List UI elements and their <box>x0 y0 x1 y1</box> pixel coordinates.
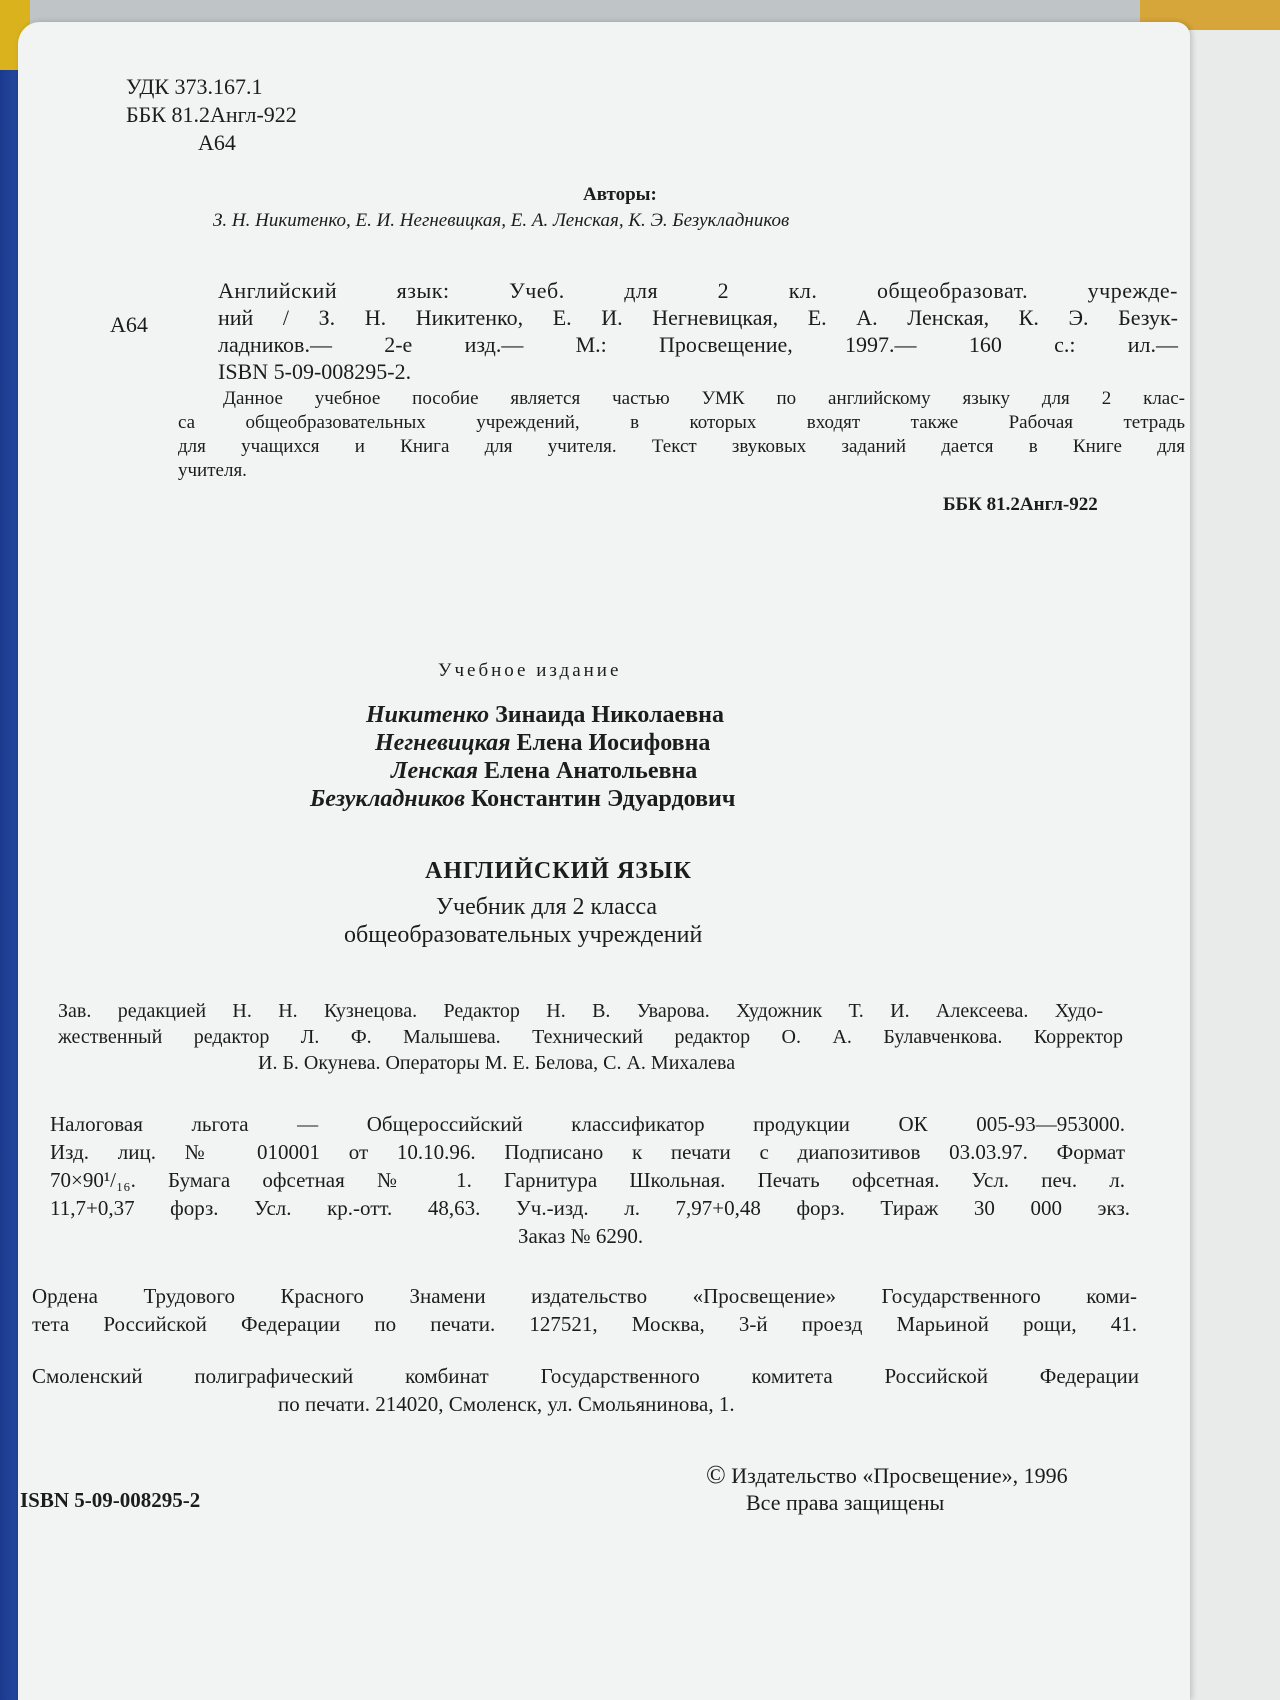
author-given-names: Зинаида Николаевна <box>495 702 724 728</box>
catalog-side-code: А64 <box>110 312 148 337</box>
author-fullname-3 <box>391 758 697 785</box>
publisher-line-2: тета Российской Федерации по печати. 127521, Москва, 3-й проезд Марьиной рощи, 41. <box>32 1312 1137 1336</box>
print-data-line-2: Изд. лиц. № 010001 от 10.10.96. Подписано к печати с диапозитивов 03.03.97. Формат <box>50 1140 1125 1164</box>
annotation-line-2: са общеобразовательных учреждений, в которых входят также Рабочая тетрадь <box>178 412 1185 433</box>
authors-heading: Авторы: <box>583 184 657 205</box>
author-fullname-4 <box>310 786 735 813</box>
author-given-names: Константин Эдуардович <box>470 786 736 812</box>
author-fullname-1 <box>366 702 724 729</box>
copyright-text: Издательство «Просвещение», 1996 <box>731 1463 1068 1488</box>
catalog-line-1: Английский язык: Учеб. для 2 кл. общеобразоват. учрежде- <box>218 278 1178 303</box>
printer-line-2: по печати. 214020, Смоленск, ул. Смольянинова, 1. <box>278 1392 735 1416</box>
adjacent-page <box>1185 30 1280 1700</box>
author-surname: Никитенко <box>366 702 490 728</box>
bbk-code: ББК 81.2Англ-922 <box>126 102 297 127</box>
author-surname: Ленская <box>391 758 479 784</box>
authors-list: З. Н. Никитенко, Е. И. Негневицкая, Е. А. Ленская, К. Э. Безукладников <box>213 210 790 231</box>
imprint-page <box>18 22 1190 1700</box>
print-data-line-3: 70×90¹/₁₆. Бумага офсетная № 1. Гарнитура Школьная. Печать офсетная. Усл. печ. л. <box>50 1168 1125 1192</box>
print-data-line-4: 11,7+0,37 форз. Усл. кр.-отт. 48,63. Уч.-изд. л. 7,97+0,48 форз. Тираж 30 000 экз. <box>50 1196 1130 1220</box>
annotation-line-3: для учащихся и Книга для учителя. Текст звуковых заданий дается в Книге для <box>178 436 1185 457</box>
annotation-line-4: учителя. <box>178 460 247 481</box>
copyright-icon: © <box>706 1460 726 1489</box>
catalog-line-2: ний / З. Н. Никитенко, Е. И. Негневицкая, Е. А. Ленская, К. Э. Безук- <box>218 305 1178 330</box>
print-data-line-5: Заказ № 6290. <box>518 1224 644 1248</box>
edition-type: Учебное издание <box>438 660 622 681</box>
printer-line-1: Смоленский полиграфический комбинат Государственного комитета Российской Федерации <box>32 1364 1139 1388</box>
staff-line-3: И. Б. Окунева. Операторы М. Е. Белова, С. А. Михалева <box>258 1052 736 1074</box>
author-given-names: Елена Иосифовна <box>516 730 711 756</box>
book-title: АНГЛИЙСКИЙ ЯЗЫК <box>425 858 692 884</box>
print-data-line-1: Налоговая льгота — Общероссийский классификатор продукции ОК 005-93—953000. <box>50 1112 1125 1136</box>
book-subtitle-1: Учебник для 2 класса <box>436 894 658 920</box>
author-sign-code: А64 <box>198 130 236 155</box>
staff-line-2: жественный редактор Л. Ф. Малышева. Технический редактор О. А. Булавченкова. Корректор <box>58 1026 1123 1048</box>
book-subtitle-2: общеобразовательных учреждений <box>344 922 703 948</box>
author-surname: Негневицкая <box>375 730 511 756</box>
staff-line-1: Зав. редакцией Н. Н. Кузнецова. Редактор Н. В. Уварова. Художник Т. И. Алексеева. Худо- <box>58 1000 1103 1022</box>
publisher-line-1: Ордена Трудового Красного Знамени издательство «Просвещение» Государственного коми- <box>32 1284 1137 1308</box>
bbk-right: ББК 81.2Англ-922 <box>943 494 1098 515</box>
annotation-line-1: Данное учебное пособие является частью УМК по английскому языку для 2 клас- <box>223 388 1185 409</box>
catalog-isbn: ISBN 5-09-008295-2. <box>218 359 412 384</box>
author-surname: Безукладников <box>310 786 465 812</box>
author-fullname-2 <box>375 730 710 757</box>
rights-reserved: Все права защищены <box>746 1490 945 1515</box>
udk-code: УДК 373.167.1 <box>126 74 263 99</box>
copyright-line <box>706 1460 1068 1490</box>
footer-isbn: ISBN 5-09-008295-2 <box>20 1488 201 1512</box>
author-given-names: Елена Анатольевна <box>484 758 698 784</box>
catalog-line-3: ладников.— 2-е изд.— М.: Просвещение, 1997.— 160 с.: ил.— <box>218 332 1178 357</box>
